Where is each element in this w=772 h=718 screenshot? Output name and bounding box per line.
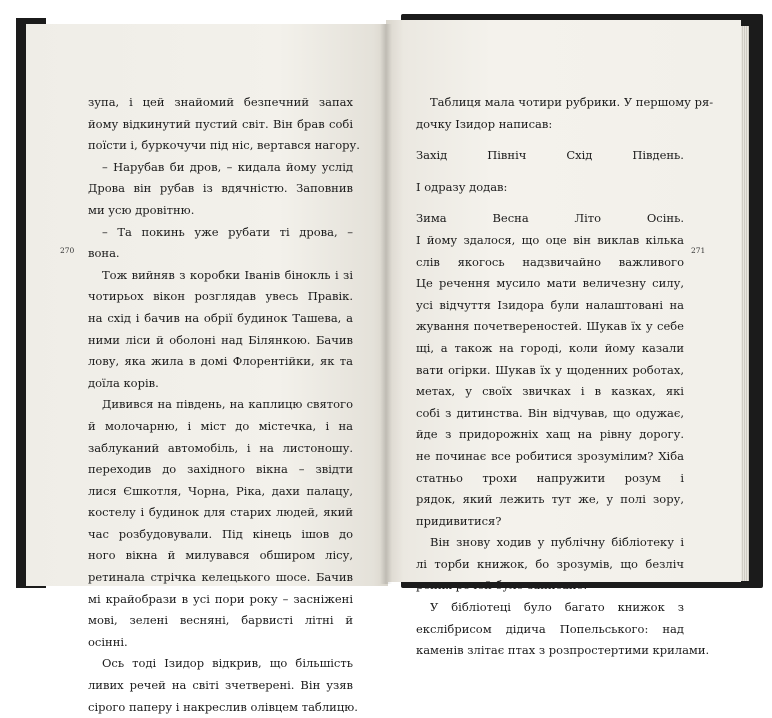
table-row-seasons — [416, 208, 684, 230]
text-line: І йому здалося, що оце він виклав кілька — [416, 232, 684, 247]
text-line: рядок, який лежить тут же, у полі зору, — [416, 492, 684, 507]
text-line: ми усю дровітню. — [88, 202, 195, 217]
text-line: щі, а також на городі, коли йому казали — [416, 340, 684, 355]
text-line: Ось тоді Ізидор відкрив, що більшість — [102, 656, 353, 671]
left-page-number: 270 — [60, 246, 75, 255]
text-line: ними ліси й оболоні над Білянкою. Бачив — [88, 332, 353, 347]
table-cell: Захід — [416, 148, 448, 163]
table-cell: Південь. — [632, 148, 684, 163]
table-row-directions — [416, 145, 684, 167]
text-line: сірого паперу і накреслив олівцем таблицю. — [88, 699, 358, 714]
text-line: доїла корів. — [88, 375, 159, 390]
text-line: час розбудовували. Під кінець ішов до — [88, 526, 353, 541]
text-line: слів якогось надзвичайно важливого — [416, 254, 684, 269]
text-line: не починає все робитися зрозумілим? Хіба — [416, 448, 684, 463]
text-line: лову, яка жила в домі Флорентійки, як та — [88, 354, 353, 369]
text-line: мі крайобрази в усі пори року – засніжені — [88, 591, 353, 606]
text-line: У бібліотеці було багато книжок з — [430, 600, 684, 615]
text-line: заблуканий автомобіль, і на листоношу. — [88, 440, 353, 455]
text-line: – Нарубав би дров, – кидала йому услід — [102, 159, 353, 174]
text-line: дочку Ізидор написав: — [416, 116, 553, 131]
text-line: ливих речей на світі зчетверені. Він узяв — [88, 678, 353, 693]
text-line: йде з придорожніх хащ на рівну дорогу. — [416, 427, 684, 442]
table-cell: Осінь. — [646, 211, 684, 226]
text-line: екслібрисом дідича Попельського: над — [416, 621, 684, 636]
text-line: лі торби книжок, бо зрозумів, що безліч — [416, 556, 684, 571]
text-line: – Та покинь уже рубати ті дрова, – — [102, 224, 353, 239]
text-line: метах, у своїх звичках і в казках, які — [416, 384, 684, 399]
text-line: ного вікна й милувався обширом лісу, — [88, 548, 353, 563]
text-line: вати огірки. Шукав їх у щоденних роботах, — [416, 362, 684, 377]
text-line: Дивився на південь, на каплицю святого — [102, 397, 353, 412]
text-line: каменів злітає птах з розпростертими крилами. — [416, 643, 710, 658]
text-line: рених речей було записано. — [416, 578, 588, 593]
text-line: собі з дитинства. Він відчував, що одужає, — [416, 405, 684, 420]
table-cell: Літо — [574, 211, 602, 226]
table-cell: Весна — [492, 211, 529, 226]
text-line: чотирьох вікон розглядав увесь Правік. — [88, 289, 353, 304]
text-line: йому відкинутий пустий світ. Він брав собі — [88, 116, 353, 131]
right-page-number: 271 — [691, 246, 706, 255]
table-cell: Схід — [566, 148, 593, 163]
text-line: статньо трохи напружити розум і — [416, 470, 684, 485]
text-line: жування почетвереностей. Шукав їх у себе — [416, 319, 684, 334]
text-line: придивитися? — [416, 513, 502, 528]
text-line: Тож вийняв з коробки Іванів бінокль і зі — [102, 267, 353, 282]
text-line: Він знову ходив у публічну бібліотеку і — [430, 535, 684, 550]
text-line: костелу і будинок для старих людей, який — [88, 505, 353, 520]
text-line: зупа, і цей знайомий безпечний запах — [88, 95, 353, 109]
book-gutter — [380, 24, 392, 584]
text-line: лися Єшкотля, Чорна, Ріка, дахи палацу, — [88, 483, 353, 498]
text-line: поїсти і, буркочучи під ніс, вертався нагору. — [88, 138, 360, 153]
page-edges — [741, 26, 749, 581]
text-line: І одразу додав: — [416, 179, 508, 194]
text-line: Таблиця мала чотири рубрики. У першому ря- — [430, 95, 714, 109]
text-line: на схід і бачив на обрії будинок Ташева, а — [88, 310, 353, 325]
text-line: мові, зелені весняні, барвисті літні й — [88, 613, 353, 628]
text-line: ретинала стрічка келецького шосе. Бачив — [88, 570, 353, 585]
text-line: й молочарню, і міст до містечка, і на — [88, 418, 353, 433]
table-cell: Зима — [416, 211, 447, 226]
text-line: усі відчуття Ізидора були налаштовані на — [416, 297, 684, 312]
text-line: Це речення мусило мати величезну силу, — [416, 276, 684, 291]
text-line: осінні. — [88, 634, 128, 649]
left-page-text — [88, 92, 360, 718]
table-cell: Північ — [487, 148, 527, 163]
text-line: Дрова він рубав із вдячністю. Заповнив — [88, 181, 353, 196]
text-line: вона. — [88, 246, 120, 261]
text-line: переходив до західного вікна – звідти — [88, 462, 353, 477]
